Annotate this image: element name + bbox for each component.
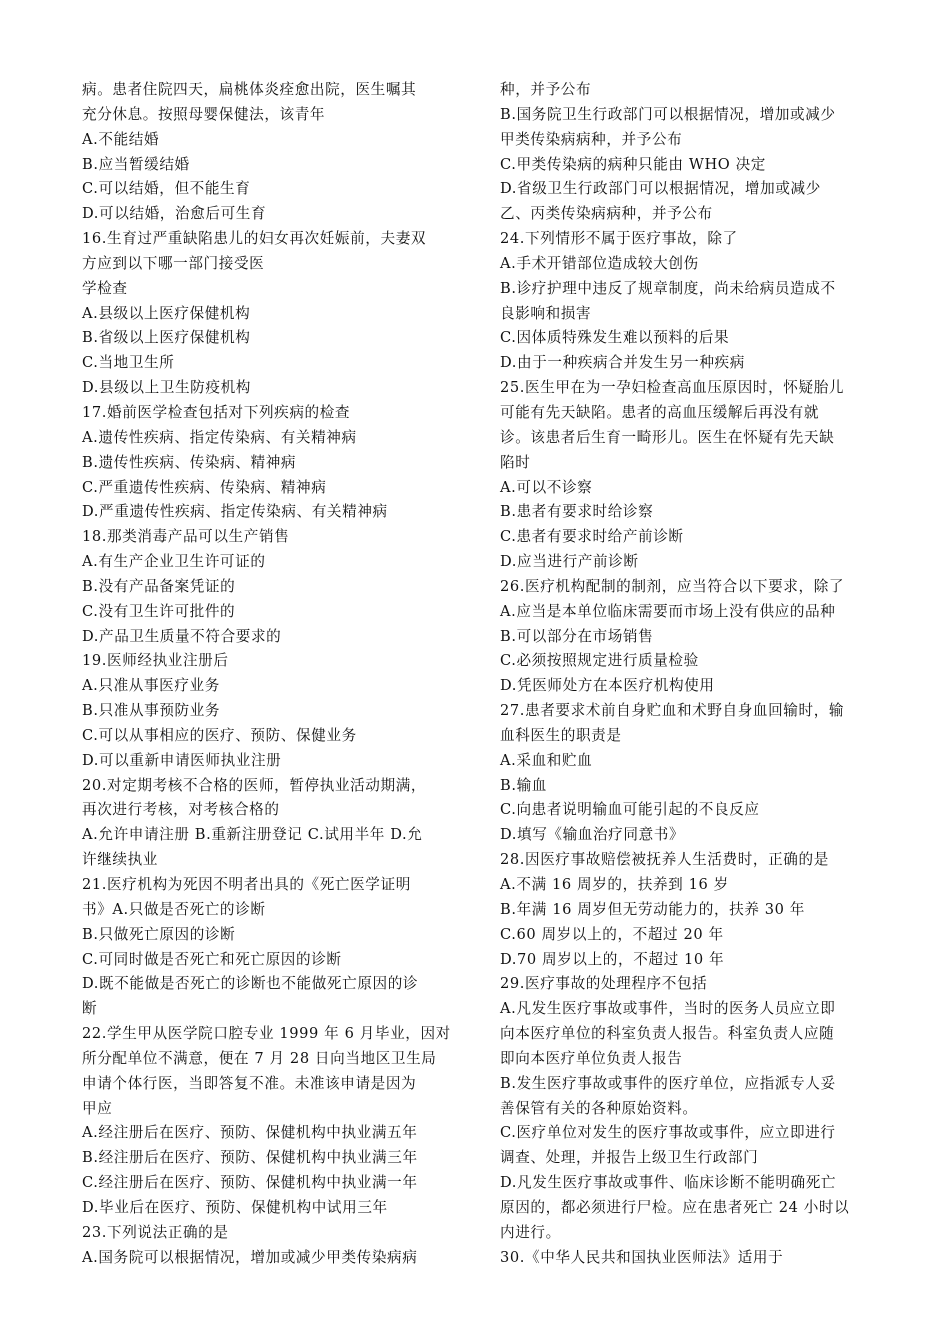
text-line: 23.下列说法正确的是 (82, 1223, 229, 1241)
text-line: D.既不能做是否死亡的诊断也不能做死亡原因的诊 (82, 975, 419, 993)
text-line: B.应当暂缓结婚 (82, 155, 190, 173)
text-line: D.产品卫生质量不符合要求的 (82, 627, 282, 645)
text-line: 申请个体行医，当即答复不准。未准该申请是因为 (82, 1074, 417, 1092)
text-line: D.由于一种疾病合并发生另一种疾病 (500, 354, 745, 372)
text-line: A.经注册后在医疗、预防、保健机构中执业满五年 (82, 1124, 418, 1142)
text-line: C.必须按照规定进行质量检验 (500, 652, 699, 670)
text-line: 17.婚前医学检查包括对下列疾病的检查 (82, 403, 351, 421)
text-line: B.只准从事预防业务 (82, 702, 221, 720)
text-line: 学检查 (82, 279, 128, 297)
text-line: 乙、丙类传染病病种，并予公布 (500, 205, 713, 223)
text-line: 即向本医疗单位负责人报告 (500, 1049, 683, 1067)
text-line: D.可以重新申请医师执业注册 (82, 751, 282, 769)
text-line: 24.下列情形不属于医疗事故，除了 (500, 230, 738, 248)
text-line: D.填写《输血治疗同意书》 (500, 826, 685, 844)
text-line: A.可以不诊察 (500, 478, 593, 496)
text-line: A.采血和贮血 (500, 751, 593, 769)
text-line: 29.医疗事故的处理程序不包括 (500, 975, 708, 993)
text-line: 再次进行考核，对考核合格的 (82, 801, 280, 819)
text-line: B.诊疗护理中违反了规章制度，尚未给病员造成不 (500, 279, 836, 297)
text-line: B.没有产品备案凭证的 (82, 577, 236, 595)
text-line: 甲应 (82, 1099, 113, 1117)
text-line: 原因的，都必须进行尸检。应在患者死亡 24 小时以 (500, 1198, 850, 1216)
text-line: A.应当是本单位临床需要而市场上没有供应的品种 (500, 602, 836, 620)
text-line: B.输血 (500, 776, 547, 794)
text-line: 内进行。 (500, 1223, 561, 1241)
text-line: 可能有先天缺陷。患者的高血压缓解后再没有就 (500, 403, 820, 421)
text-line: 27.患者要求术前自身贮血和术野自身血回输时，输 (500, 702, 845, 720)
text-line: C.没有卫生许可批件的 (82, 602, 236, 620)
text-line: 病。患者住院四天，扁桃体炎痊愈出院，医生嘱其 (82, 81, 417, 98)
text-line: 善保管有关的各种原始资料。 (500, 1099, 698, 1117)
text-line: B.省级以上医疗保健机构 (82, 329, 251, 347)
text-line: B.只做死亡原因的诊断 (82, 925, 236, 943)
text-line: 所分配单位不满意，便在 7 月 28 日向当地区卫生局 (82, 1049, 437, 1067)
text-line: D.凡发生医疗事故或事件、临床诊断不能明确死亡 (500, 1174, 837, 1192)
text-line: D.严重遗传性疾病、指定传染病、有关精神病 (82, 503, 388, 521)
text-line: 18.那类消毒产品可以生产销售 (82, 528, 290, 546)
text-line: A.允许申请注册 B.重新注册登记 C.试用半年 D.允 (82, 826, 423, 844)
text-line: B.可以部分在市场销售 (500, 627, 654, 645)
text-line: C.甲类传染病的病种只能由 WHO 决定 (500, 155, 766, 173)
text-line: D.毕业后在医疗、预防、保健机构中试用三年 (82, 1198, 388, 1216)
text-line: C.当地卫生所 (82, 354, 175, 372)
text-line: 方应到以下哪一部门接受医 (82, 254, 265, 272)
text-line: 良影响和损害 (500, 304, 592, 322)
left-column (82, 78, 462, 1271)
text-line: 16.生育过严重缺陷患儿的妇女再次妊娠前，夫妻双 (82, 230, 427, 248)
text-line: 26.医疗机构配制的制剂，应当符合以下要求，除了 (500, 577, 845, 595)
text-line: C.经注册后在医疗、预防、保健机构中执业满一年 (82, 1174, 418, 1192)
text-line: A.凡发生医疗事故或事件，当时的医务人员应立即 (500, 1000, 836, 1018)
text-line: 20.对定期考核不合格的医师，暂停执业活动期满， (82, 776, 427, 794)
text-line: 向本医疗单位的科室负责人报告。科室负责人应随 (500, 1025, 835, 1043)
text-line: A.不满 16 周岁的，扶养到 16 岁 (500, 876, 729, 893)
text-line: C.患者有要求时给产前诊断 (500, 528, 684, 546)
text-line: 甲类传染病病种，并予公布 (500, 130, 683, 148)
text-line: 21.医疗机构为死因不明者出具的《死亡医学证明 (82, 876, 411, 893)
text-line: D.县级以上卫生防疫机构 (82, 379, 251, 397)
text-line: C.可以从事相应的医疗、预防、保健业务 (82, 726, 357, 744)
text-line: 血科医生的职责是 (500, 726, 622, 744)
text-line: 许继续执业 (82, 851, 158, 869)
text-line: C.医疗单位对发生的医疗事故或事件，应立即进行 (500, 1124, 836, 1142)
text-line: A.遗传性疾病、指定传染病、有关精神病 (82, 428, 357, 446)
text-line: C.可以结婚，但不能生育 (82, 180, 251, 198)
text-line: C.严重遗传性疾病、传染病、精神病 (82, 478, 327, 496)
text-line: A.只准从事医疗业务 (82, 677, 220, 695)
text-line: C.可同时做是否死亡和死亡原因的诊断 (82, 950, 342, 968)
text-line: D.70 周岁以上的，不超过 10 年 (500, 950, 725, 968)
text-line: 28.因医疗事故赔偿被抚养人生活费时，正确的是 (500, 851, 829, 869)
text-line: 25.医生甲在为一孕妇检查高血压原因时，怀疑胎儿 (500, 379, 845, 397)
text-line: A.国务院可以根据情况，增加或减少甲类传染病病 (82, 1248, 418, 1266)
text-line: D.可以结婚，治愈后可生育 (82, 205, 267, 223)
text-line: C.因体质特殊发生难以预料的后果 (500, 329, 730, 347)
text-line: 调查、处理，并报告上级卫生行政部门 (500, 1149, 759, 1167)
text-line: 陷时 (500, 453, 531, 471)
text-line: D.省级卫生行政部门可以根据情况，增加或减少 (500, 180, 821, 198)
text-line: C.向患者说明输血可能引起的不良反应 (500, 801, 760, 819)
text-line: 诊。该患者后生育一畸形儿。医生在怀疑有先天缺 (500, 428, 835, 446)
text-line: B.国务院卫生行政部门可以根据情况，增加或减少 (500, 105, 836, 123)
text-line: B.遗传性疾病、传染病、精神病 (82, 453, 297, 471)
text-line: 种，并予公布 (500, 81, 592, 98)
text-line: A.手术开错部位造成较大创伤 (500, 254, 699, 272)
text-line: D.凭医师处方在本医疗机构使用 (500, 677, 715, 695)
right-column (500, 78, 880, 1271)
text-line: A.县级以上医疗保健机构 (82, 304, 251, 322)
text-line: 22.学生甲从医学院口腔专业 1999 年 6 月毕业，因对 (82, 1025, 451, 1043)
text-line: B.经注册后在医疗、预防、保健机构中执业满三年 (82, 1149, 418, 1167)
text-line: A.不能结婚 (82, 130, 160, 148)
text-line: B.发生医疗事故或事件的医疗单位，应指派专人妥 (500, 1074, 836, 1092)
text-line: B.患者有要求时给诊察 (500, 503, 654, 521)
text-line: D.应当进行产前诊断 (500, 553, 639, 571)
text-line: 书》A.只做是否死亡的诊断 (82, 900, 266, 918)
text-line: 充分休息。按照母婴保健法，该青年 (82, 105, 326, 123)
text-line: 19.医师经执业注册后 (82, 652, 229, 670)
text-line: A.有生产企业卫生许可证的 (82, 553, 266, 571)
text-line: 断 (82, 1000, 98, 1018)
text-line: 30.《中华人民共和国执业医师法》适用于 (500, 1248, 784, 1266)
text-line: C.60 周岁以上的，不超过 20 年 (500, 925, 724, 943)
text-line: B.年满 16 周岁但无劳动能力的，扶养 30 年 (500, 900, 805, 918)
